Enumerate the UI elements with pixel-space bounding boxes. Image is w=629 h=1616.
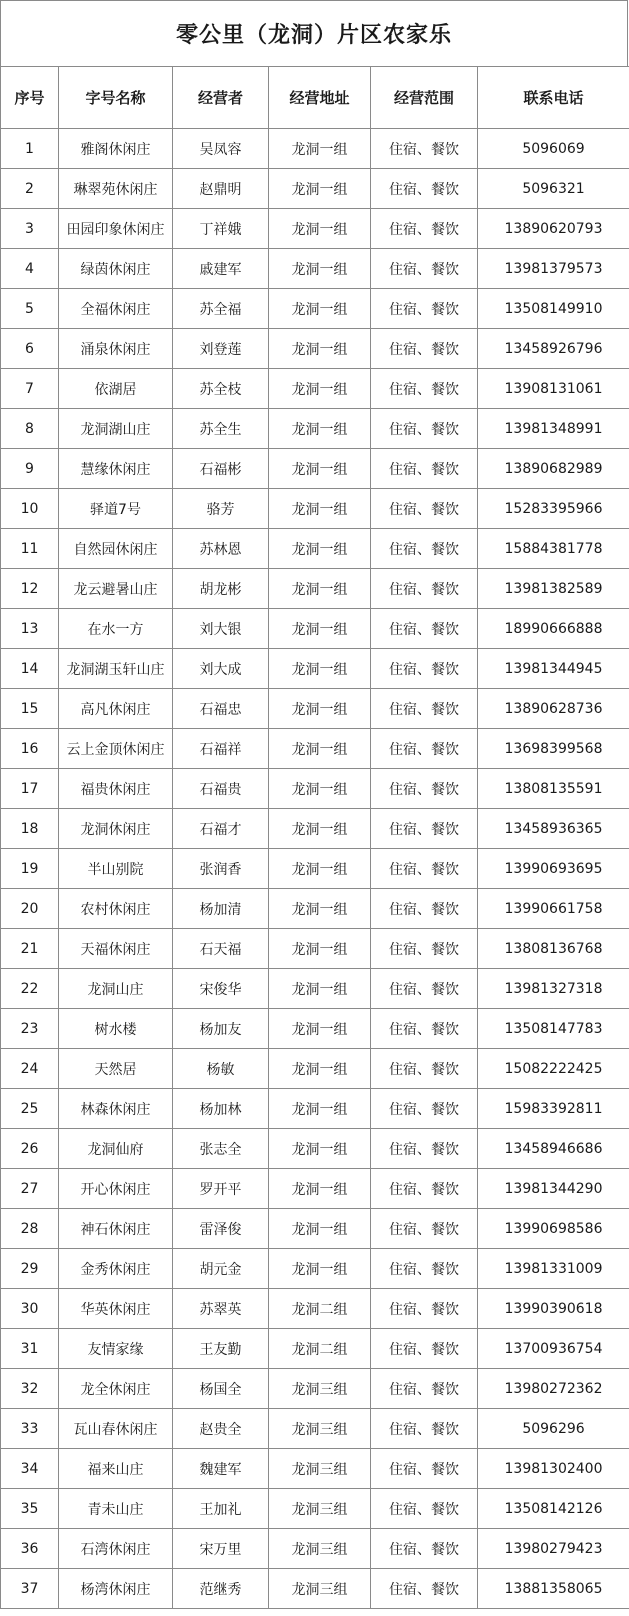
cell-scope: 住宿、餐饮 <box>371 129 478 169</box>
cell-phone: 13808135591 <box>478 769 629 809</box>
cell-scope: 住宿、餐饮 <box>371 1449 478 1489</box>
cell-name: 开心休闲庄 <box>59 1169 173 1209</box>
table-row <box>1 1329 629 1369</box>
cell-name: 天福休闲庄 <box>59 929 173 969</box>
cell-scope: 住宿、餐饮 <box>371 249 478 289</box>
cell-operator: 石福贵 <box>173 769 269 809</box>
table-row <box>1 169 629 209</box>
cell-phone: 13458936365 <box>478 809 629 849</box>
cell-phone: 13881358065 <box>478 1569 629 1609</box>
header-index: 序号 <box>1 67 59 129</box>
cell-index: 3 <box>1 209 59 249</box>
cell-address: 龙洞三组 <box>269 1569 371 1609</box>
table-row <box>1 129 629 169</box>
cell-name: 龙云避暑山庄 <box>59 569 173 609</box>
cell-name: 涌泉休闲庄 <box>59 329 173 369</box>
table-row <box>1 289 629 329</box>
cell-name: 龙洞湖山庄 <box>59 409 173 449</box>
cell-address: 龙洞一组 <box>269 609 371 649</box>
cell-phone: 13890620793 <box>478 209 629 249</box>
cell-name: 龙洞湖玉轩山庄 <box>59 649 173 689</box>
cell-address: 龙洞一组 <box>269 849 371 889</box>
cell-phone: 13700936754 <box>478 1329 629 1369</box>
cell-address: 龙洞二组 <box>269 1289 371 1329</box>
cell-index: 5 <box>1 289 59 329</box>
cell-operator: 戚建军 <box>173 249 269 289</box>
header-address: 经营地址 <box>269 67 371 129</box>
cell-index: 6 <box>1 329 59 369</box>
cell-scope: 住宿、餐饮 <box>371 1049 478 1089</box>
cell-scope: 住宿、餐饮 <box>371 1089 478 1129</box>
cell-index: 27 <box>1 1169 59 1209</box>
cell-phone: 13458926796 <box>478 329 629 369</box>
cell-address: 龙洞一组 <box>269 769 371 809</box>
cell-address: 龙洞一组 <box>269 1249 371 1289</box>
cell-scope: 住宿、餐饮 <box>371 489 478 529</box>
cell-name: 石湾休闲庄 <box>59 1529 173 1569</box>
table-row <box>1 1169 629 1209</box>
cell-address: 龙洞一组 <box>269 249 371 289</box>
cell-phone: 15283395966 <box>478 489 629 529</box>
cell-operator: 赵鼎明 <box>173 169 269 209</box>
cell-index: 17 <box>1 769 59 809</box>
table-row <box>1 1369 629 1409</box>
cell-address: 龙洞一组 <box>269 1009 371 1049</box>
cell-address: 龙洞一组 <box>269 969 371 1009</box>
cell-address: 龙洞一组 <box>269 489 371 529</box>
cell-index: 37 <box>1 1569 59 1609</box>
cell-index: 26 <box>1 1129 59 1169</box>
cell-phone: 15884381778 <box>478 529 629 569</box>
cell-scope: 住宿、餐饮 <box>371 1369 478 1409</box>
cell-phone: 15082222425 <box>478 1049 629 1089</box>
cell-phone: 13890628736 <box>478 689 629 729</box>
cell-index: 16 <box>1 729 59 769</box>
cell-name: 龙洞仙府 <box>59 1129 173 1169</box>
cell-operator: 杨国全 <box>173 1369 269 1409</box>
cell-phone: 13981327318 <box>478 969 629 1009</box>
cell-operator: 赵贵全 <box>173 1409 269 1449</box>
table-row <box>1 409 629 449</box>
cell-index: 33 <box>1 1409 59 1449</box>
cell-name: 杨湾休闲庄 <box>59 1569 173 1609</box>
table-body <box>1 129 629 1609</box>
cell-index: 29 <box>1 1249 59 1289</box>
cell-index: 25 <box>1 1089 59 1129</box>
cell-phone: 13990661758 <box>478 889 629 929</box>
cell-scope: 住宿、餐饮 <box>371 769 478 809</box>
cell-operator: 石福才 <box>173 809 269 849</box>
cell-address: 龙洞一组 <box>269 569 371 609</box>
cell-index: 22 <box>1 969 59 1009</box>
cell-operator: 骆芳 <box>173 489 269 529</box>
cell-index: 20 <box>1 889 59 929</box>
cell-phone: 13458946686 <box>478 1129 629 1169</box>
cell-index: 9 <box>1 449 59 489</box>
cell-operator: 杨加友 <box>173 1009 269 1049</box>
cell-scope: 住宿、餐饮 <box>371 849 478 889</box>
cell-name: 瓦山春休闲庄 <box>59 1409 173 1449</box>
table-row <box>1 1209 629 1249</box>
cell-operator: 苏全枝 <box>173 369 269 409</box>
cell-name: 田园印象休闲庄 <box>59 209 173 249</box>
cell-name: 绿茵休闲庄 <box>59 249 173 289</box>
cell-phone: 13990390618 <box>478 1289 629 1329</box>
table-row <box>1 609 629 649</box>
cell-phone: 13980272362 <box>478 1369 629 1409</box>
cell-address: 龙洞一组 <box>269 369 371 409</box>
cell-phone: 13508142126 <box>478 1489 629 1529</box>
cell-name: 神石休闲庄 <box>59 1209 173 1249</box>
cell-address: 龙洞一组 <box>269 169 371 209</box>
table-row <box>1 969 629 1009</box>
cell-operator: 王加礼 <box>173 1489 269 1529</box>
cell-operator: 吴凤容 <box>173 129 269 169</box>
cell-operator: 张润香 <box>173 849 269 889</box>
cell-index: 23 <box>1 1009 59 1049</box>
cell-scope: 住宿、餐饮 <box>371 689 478 729</box>
table-row <box>1 529 629 569</box>
cell-index: 21 <box>1 929 59 969</box>
cell-name: 半山别院 <box>59 849 173 889</box>
cell-phone: 13508147783 <box>478 1009 629 1049</box>
sheet-title: 零公里（龙洞）片区农家乐 <box>0 0 628 66</box>
cell-index: 24 <box>1 1049 59 1089</box>
cell-address: 龙洞一组 <box>269 209 371 249</box>
cell-phone: 5096321 <box>478 169 629 209</box>
cell-name: 龙洞山庄 <box>59 969 173 1009</box>
cell-index: 7 <box>1 369 59 409</box>
cell-operator: 王友勤 <box>173 1329 269 1369</box>
cell-operator: 杨加清 <box>173 889 269 929</box>
table-row <box>1 689 629 729</box>
cell-name: 华英休闲庄 <box>59 1289 173 1329</box>
table-row <box>1 209 629 249</box>
table-row <box>1 449 629 489</box>
cell-address: 龙洞一组 <box>269 809 371 849</box>
cell-operator: 张志全 <box>173 1129 269 1169</box>
cell-scope: 住宿、餐饮 <box>371 409 478 449</box>
cell-operator: 苏全福 <box>173 289 269 329</box>
cell-name: 青未山庄 <box>59 1489 173 1529</box>
cell-operator: 苏全生 <box>173 409 269 449</box>
cell-scope: 住宿、餐饮 <box>371 1209 478 1249</box>
cell-operator: 宋俊华 <box>173 969 269 1009</box>
header-row <box>1 67 629 129</box>
cell-index: 31 <box>1 1329 59 1369</box>
cell-operator: 罗开平 <box>173 1169 269 1209</box>
cell-operator: 苏林恩 <box>173 529 269 569</box>
table-row <box>1 929 629 969</box>
cell-name: 慧缘休闲庄 <box>59 449 173 489</box>
cell-address: 龙洞一组 <box>269 1129 371 1169</box>
cell-phone: 13808136768 <box>478 929 629 969</box>
table-row <box>1 569 629 609</box>
cell-address: 龙洞一组 <box>269 1089 371 1129</box>
cell-phone: 13981379573 <box>478 249 629 289</box>
cell-scope: 住宿、餐饮 <box>371 1249 478 1289</box>
cell-index: 1 <box>1 129 59 169</box>
cell-address: 龙洞二组 <box>269 1329 371 1369</box>
table-row <box>1 1049 629 1089</box>
cell-name: 全福休闲庄 <box>59 289 173 329</box>
cell-name: 龙洞休闲庄 <box>59 809 173 849</box>
cell-phone: 18990666888 <box>478 609 629 649</box>
cell-phone: 13698399568 <box>478 729 629 769</box>
cell-scope: 住宿、餐饮 <box>371 289 478 329</box>
cell-operator: 范继秀 <box>173 1569 269 1609</box>
cell-scope: 住宿、餐饮 <box>371 1529 478 1569</box>
cell-name: 树水楼 <box>59 1009 173 1049</box>
cell-scope: 住宿、餐饮 <box>371 329 478 369</box>
cell-scope: 住宿、餐饮 <box>371 1289 478 1329</box>
cell-scope: 住宿、餐饮 <box>371 449 478 489</box>
cell-phone: 13908131061 <box>478 369 629 409</box>
cell-name: 依湖居 <box>59 369 173 409</box>
table-row <box>1 1409 629 1449</box>
table-row <box>1 849 629 889</box>
cell-scope: 住宿、餐饮 <box>371 729 478 769</box>
cell-name: 高凡休闲庄 <box>59 689 173 729</box>
cell-operator: 石福祥 <box>173 729 269 769</box>
cell-operator: 杨敏 <box>173 1049 269 1089</box>
cell-name: 农村休闲庄 <box>59 889 173 929</box>
cell-phone: 5096296 <box>478 1409 629 1449</box>
cell-scope: 住宿、餐饮 <box>371 209 478 249</box>
cell-address: 龙洞一组 <box>269 689 371 729</box>
cell-index: 15 <box>1 689 59 729</box>
cell-operator: 宋万里 <box>173 1529 269 1569</box>
table-row <box>1 1249 629 1289</box>
table-row <box>1 889 629 929</box>
cell-address: 龙洞三组 <box>269 1449 371 1489</box>
cell-address: 龙洞一组 <box>269 289 371 329</box>
table-row <box>1 329 629 369</box>
cell-phone: 13990693695 <box>478 849 629 889</box>
cell-address: 龙洞一组 <box>269 1049 371 1089</box>
cell-scope: 住宿、餐饮 <box>371 1569 478 1609</box>
table-row <box>1 809 629 849</box>
cell-name: 雅阁休闲庄 <box>59 129 173 169</box>
table-row <box>1 1569 629 1609</box>
table-row <box>1 1449 629 1489</box>
cell-index: 18 <box>1 809 59 849</box>
cell-name: 琳翠苑休闲庄 <box>59 169 173 209</box>
cell-address: 龙洞三组 <box>269 1409 371 1449</box>
cell-operator: 刘大银 <box>173 609 269 649</box>
cell-index: 36 <box>1 1529 59 1569</box>
cell-phone: 13981382589 <box>478 569 629 609</box>
cell-scope: 住宿、餐饮 <box>371 1009 478 1049</box>
cell-operator: 胡元金 <box>173 1249 269 1289</box>
cell-index: 10 <box>1 489 59 529</box>
cell-scope: 住宿、餐饮 <box>371 1129 478 1169</box>
table-row <box>1 1489 629 1529</box>
cell-operator: 雷泽俊 <box>173 1209 269 1249</box>
cell-index: 19 <box>1 849 59 889</box>
cell-scope: 住宿、餐饮 <box>371 929 478 969</box>
cell-scope: 住宿、餐饮 <box>371 969 478 1009</box>
cell-name: 云上金顶休闲庄 <box>59 729 173 769</box>
cell-phone: 13890682989 <box>478 449 629 489</box>
cell-address: 龙洞一组 <box>269 409 371 449</box>
cell-phone: 13981331009 <box>478 1249 629 1289</box>
table-row <box>1 249 629 289</box>
table-row <box>1 1009 629 1049</box>
header-phone: 联系电话 <box>478 67 629 129</box>
cell-name: 友情家缘 <box>59 1329 173 1369</box>
cell-index: 13 <box>1 609 59 649</box>
table-row <box>1 1129 629 1169</box>
cell-scope: 住宿、餐饮 <box>371 609 478 649</box>
cell-phone: 13990698586 <box>478 1209 629 1249</box>
cell-address: 龙洞一组 <box>269 649 371 689</box>
cell-scope: 住宿、餐饮 <box>371 169 478 209</box>
cell-name: 天然居 <box>59 1049 173 1089</box>
cell-phone: 13980279423 <box>478 1529 629 1569</box>
cell-scope: 住宿、餐饮 <box>371 649 478 689</box>
cell-operator: 石福彬 <box>173 449 269 489</box>
cell-scope: 住宿、餐饮 <box>371 1409 478 1449</box>
cell-name: 自然园休闲庄 <box>59 529 173 569</box>
cell-phone: 15983392811 <box>478 1089 629 1129</box>
cell-address: 龙洞三组 <box>269 1529 371 1569</box>
cell-name: 龙全休闲庄 <box>59 1369 173 1409</box>
cell-name: 福贵休闲庄 <box>59 769 173 809</box>
cell-phone: 13981348991 <box>478 409 629 449</box>
cell-index: 28 <box>1 1209 59 1249</box>
cell-address: 龙洞一组 <box>269 329 371 369</box>
table-row <box>1 729 629 769</box>
cell-index: 34 <box>1 1449 59 1489</box>
cell-phone: 13981302400 <box>478 1449 629 1489</box>
cell-operator: 杨加林 <box>173 1089 269 1129</box>
table-row <box>1 1529 629 1569</box>
cell-scope: 住宿、餐饮 <box>371 529 478 569</box>
cell-address: 龙洞一组 <box>269 1209 371 1249</box>
cell-address: 龙洞一组 <box>269 729 371 769</box>
cell-scope: 住宿、餐饮 <box>371 1489 478 1529</box>
cell-operator: 刘大成 <box>173 649 269 689</box>
cell-operator: 苏翠英 <box>173 1289 269 1329</box>
table-row <box>1 769 629 809</box>
cell-scope: 住宿、餐饮 <box>371 369 478 409</box>
cell-operator: 石福忠 <box>173 689 269 729</box>
cell-scope: 住宿、餐饮 <box>371 569 478 609</box>
cell-address: 龙洞一组 <box>269 1169 371 1209</box>
farmstay-table <box>0 66 629 1609</box>
table-row <box>1 489 629 529</box>
cell-address: 龙洞一组 <box>269 129 371 169</box>
cell-index: 8 <box>1 409 59 449</box>
cell-name: 福来山庄 <box>59 1449 173 1489</box>
cell-index: 2 <box>1 169 59 209</box>
cell-scope: 住宿、餐饮 <box>371 809 478 849</box>
cell-operator: 石天福 <box>173 929 269 969</box>
cell-operator: 刘登莲 <box>173 329 269 369</box>
header-operator: 经营者 <box>173 67 269 129</box>
cell-phone: 13508149910 <box>478 289 629 329</box>
cell-address: 龙洞一组 <box>269 929 371 969</box>
cell-operator: 丁祥娥 <box>173 209 269 249</box>
cell-scope: 住宿、餐饮 <box>371 1169 478 1209</box>
cell-name: 金秀休闲庄 <box>59 1249 173 1289</box>
cell-index: 30 <box>1 1289 59 1329</box>
cell-phone: 13981344945 <box>478 649 629 689</box>
cell-phone: 5096069 <box>478 129 629 169</box>
table-row <box>1 1289 629 1329</box>
table-row <box>1 649 629 689</box>
cell-phone: 13981344290 <box>478 1169 629 1209</box>
cell-operator: 胡龙彬 <box>173 569 269 609</box>
cell-index: 32 <box>1 1369 59 1409</box>
cell-address: 龙洞一组 <box>269 529 371 569</box>
cell-index: 12 <box>1 569 59 609</box>
cell-address: 龙洞一组 <box>269 449 371 489</box>
cell-name: 在水一方 <box>59 609 173 649</box>
cell-index: 35 <box>1 1489 59 1529</box>
header-name: 字号名称 <box>59 67 173 129</box>
cell-address: 龙洞三组 <box>269 1369 371 1409</box>
cell-scope: 住宿、餐饮 <box>371 1329 478 1369</box>
cell-address: 龙洞一组 <box>269 889 371 929</box>
cell-index: 11 <box>1 529 59 569</box>
table-row <box>1 369 629 409</box>
cell-address: 龙洞三组 <box>269 1489 371 1529</box>
header-scope: 经营范围 <box>371 67 478 129</box>
table-row <box>1 1089 629 1129</box>
cell-name: 林森休闲庄 <box>59 1089 173 1129</box>
cell-index: 14 <box>1 649 59 689</box>
cell-index: 4 <box>1 249 59 289</box>
cell-scope: 住宿、餐饮 <box>371 889 478 929</box>
cell-operator: 魏建军 <box>173 1449 269 1489</box>
cell-name: 驿道7号 <box>59 489 173 529</box>
